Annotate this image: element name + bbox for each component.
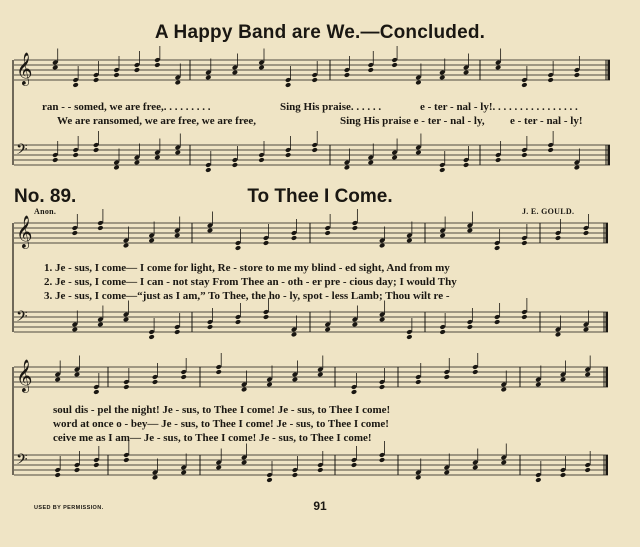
sys3-treble-note bbox=[535, 382, 541, 388]
sys3-bass-final-thick bbox=[606, 455, 609, 475]
sys2-bass-note bbox=[263, 314, 269, 320]
sys1-bass-note bbox=[154, 155, 160, 161]
sys2-bass-note bbox=[174, 329, 180, 335]
hymn-number: No. 89. bbox=[14, 186, 77, 207]
sys1-bass-final-thick bbox=[608, 145, 611, 165]
sys2-bass-note bbox=[521, 314, 527, 320]
sys3-treble-note bbox=[152, 379, 158, 385]
page-number: 91 bbox=[313, 499, 327, 513]
sys1-treble-note bbox=[52, 65, 58, 71]
sys2-treble-note bbox=[148, 238, 154, 244]
sys1-bass-note bbox=[463, 162, 469, 168]
sys2-treble-note bbox=[291, 235, 297, 241]
verse-3: 3. Je - sus, I come—“just as I am,” To Thee, the ho - ly, spot - less Lamb; Thou wilt re - bbox=[44, 290, 450, 302]
sys2-bass-note bbox=[352, 322, 358, 328]
sys2-treble-final-thick bbox=[606, 223, 609, 243]
sys2-bass-clef: 𝄢 bbox=[16, 308, 28, 329]
sys3-bass-clef: 𝄢 bbox=[16, 451, 28, 472]
sys3-treble-note bbox=[379, 384, 385, 390]
music-credit: J. E. GOULD. bbox=[522, 207, 575, 216]
sys1-bass-note bbox=[134, 160, 140, 166]
sys3-bass-note bbox=[501, 460, 507, 466]
sys3-bass-note bbox=[215, 465, 221, 471]
sys2-bass-final-thick bbox=[606, 312, 609, 332]
sys3-bass-note bbox=[266, 477, 272, 483]
sys1-bass-note bbox=[547, 147, 553, 153]
sys1-treble-note bbox=[93, 77, 99, 83]
sys1-treble-note bbox=[415, 80, 421, 86]
lyric-lower-1: We are ransomed, we are free, we are free, bbox=[57, 115, 257, 127]
lyric-lower-3: e - ter - nal - ly! bbox=[510, 115, 583, 127]
sys1-bass-note bbox=[391, 155, 397, 161]
sys1-treble-note bbox=[175, 80, 181, 86]
sys1-bass-note bbox=[205, 167, 211, 173]
sys3-treble-note bbox=[501, 387, 507, 393]
sys2-bass-note bbox=[97, 322, 103, 328]
sys2-treble-note bbox=[123, 243, 129, 249]
sys3-bass-note bbox=[584, 467, 590, 473]
sys3-treble-final-thick bbox=[606, 367, 609, 387]
sys3-bass-note bbox=[351, 462, 357, 468]
sys3-treble-note bbox=[54, 377, 60, 383]
sys2-bass-note bbox=[379, 317, 385, 323]
sys1-bass-note bbox=[258, 157, 264, 163]
sys3-treble-note bbox=[93, 389, 99, 395]
sys1-bass-note bbox=[495, 157, 501, 163]
sys1-treble-note bbox=[495, 65, 501, 71]
sys3-treble-note bbox=[241, 387, 247, 393]
verse-2: 2. Je - sus, I come— I can - not stay From Thee an - oth - er pre - cious day; I would Thy bbox=[44, 276, 457, 288]
sys2-treble-note bbox=[72, 230, 78, 236]
continued-title: A Happy Band are We.—Concluded. bbox=[154, 22, 486, 43]
sys1-treble-clef: 𝄞 bbox=[16, 52, 33, 85]
sys3-bass-note bbox=[93, 462, 99, 468]
sys1-bass-note bbox=[113, 165, 119, 171]
sys3-bass-note bbox=[180, 470, 186, 476]
lyric-upper-1: ran - - somed, we are free,. . . . . . . . . bbox=[42, 101, 211, 113]
sys3-treble-note bbox=[266, 382, 272, 388]
sys1-bass-clef: 𝄢 bbox=[16, 141, 28, 162]
sys2-treble-note bbox=[235, 245, 241, 251]
sys3-bass-note bbox=[444, 470, 450, 476]
refrain-2: word at once o - bey— Je - sus, to Thee I come! Je - sus, to Thee I come! bbox=[53, 418, 389, 430]
sys3-treble-note bbox=[180, 374, 186, 380]
sys1-treble-note bbox=[205, 75, 211, 81]
sys1-treble-note bbox=[72, 82, 78, 88]
sys1-bass-note bbox=[175, 150, 181, 156]
sys1-treble-note bbox=[368, 67, 374, 73]
sys2-treble-note bbox=[379, 243, 385, 249]
sys1-treble-note bbox=[439, 75, 445, 81]
sys1-bass-note bbox=[52, 157, 58, 163]
sys2-treble-note bbox=[352, 225, 358, 231]
sys2-bass-note bbox=[148, 334, 154, 340]
sys1-treble-note bbox=[574, 72, 580, 78]
lyric-upper-3: e - ter - nal - ly!. . . . . . . . . . . . . . . . bbox=[420, 101, 578, 113]
sys3-treble-note bbox=[584, 372, 590, 378]
sys2-treble-clef: 𝄞 bbox=[16, 215, 33, 248]
sys2-treble-note bbox=[555, 235, 561, 241]
sys1-bass-note bbox=[521, 152, 527, 158]
sys1-treble-note bbox=[463, 70, 469, 76]
sys1-bass-note bbox=[415, 150, 421, 156]
sys3-treble-note bbox=[292, 377, 298, 383]
sys2-treble-note bbox=[439, 233, 445, 239]
sys3-treble-note bbox=[74, 372, 80, 378]
sys2-bass-note bbox=[583, 327, 589, 333]
sys3-bass-note bbox=[292, 472, 298, 478]
sys3-treble-note bbox=[215, 369, 221, 375]
sys1-bass-note bbox=[368, 160, 374, 166]
sys1-treble-note bbox=[344, 72, 350, 78]
sys1-treble-final-thick bbox=[608, 60, 611, 80]
sys1-bass-note bbox=[311, 147, 317, 153]
lyric-lower-2: Sing His praise e - ter - nal - ly, bbox=[340, 115, 485, 127]
sys1-bass-note bbox=[285, 152, 291, 158]
hymn-title: To Thee I Come. bbox=[247, 186, 393, 207]
sys3-treble-note bbox=[560, 377, 566, 383]
sys2-bass-note bbox=[467, 324, 473, 330]
sys2-bass-note bbox=[324, 327, 330, 333]
sys3-bass-note bbox=[535, 477, 541, 483]
sys2-treble-note bbox=[467, 228, 473, 234]
sys1-bass-note bbox=[72, 152, 78, 158]
sys1-treble-note bbox=[258, 65, 264, 71]
sys3-bass-note bbox=[152, 475, 158, 481]
sys2-treble-note bbox=[494, 245, 500, 251]
sys2-treble-note bbox=[174, 233, 180, 239]
sys1-bass-note bbox=[439, 167, 445, 173]
sys1-treble-note bbox=[547, 77, 553, 83]
sys3-bass-note bbox=[415, 475, 421, 481]
sys2-treble-note bbox=[207, 228, 213, 234]
lyric-upper-2: Sing His praise. . . . . . bbox=[280, 101, 382, 113]
sys1-treble-note bbox=[113, 72, 119, 78]
sys2-treble-note bbox=[263, 240, 269, 246]
sys2-bass-note bbox=[555, 332, 561, 338]
sys2-treble-note bbox=[583, 230, 589, 236]
sys2-treble-note bbox=[97, 225, 103, 231]
sys1-treble-note bbox=[285, 82, 291, 88]
permission-note: USED BY PERMISSION. bbox=[34, 505, 104, 511]
sys3-treble-note bbox=[351, 389, 357, 395]
sys2-bass-note bbox=[406, 334, 412, 340]
sys2-bass-note bbox=[207, 324, 213, 330]
sys1-bass-note bbox=[93, 147, 99, 153]
sys2-treble-note bbox=[521, 240, 527, 246]
sys1-bass-note bbox=[344, 165, 350, 171]
sys2-bass-note bbox=[439, 329, 445, 335]
sys2-bass-note bbox=[123, 317, 129, 323]
sys1-bass-note bbox=[574, 165, 580, 171]
sys3-bass-note bbox=[123, 457, 129, 463]
sys3-treble-note bbox=[444, 374, 450, 380]
sys3-bass-note bbox=[74, 467, 80, 473]
sys3-treble-note bbox=[472, 369, 478, 375]
refrain-1: soul dis - pel the night! Je - sus, to Thee I come! Je - sus, to Thee I come! bbox=[53, 404, 391, 416]
sys1-treble-note bbox=[311, 77, 317, 83]
sys1-treble-note bbox=[391, 62, 397, 68]
verse-1: 1. Je - sus, I come— I come for light, Re - store to me my blind - ed sight, And from my bbox=[44, 262, 450, 274]
sys2-bass-note bbox=[235, 319, 241, 325]
sys3-treble-note bbox=[317, 372, 323, 378]
sys3-bass-note bbox=[379, 457, 385, 463]
sys1-treble-note bbox=[521, 82, 527, 88]
sys2-treble-note bbox=[324, 230, 330, 236]
sys1-treble-note bbox=[232, 70, 238, 76]
sys3-bass-note bbox=[317, 467, 323, 473]
sys3-bass-note bbox=[241, 460, 247, 466]
sys3-bass-note bbox=[472, 465, 478, 471]
sys1-treble-note bbox=[134, 67, 140, 73]
sys2-bass-note bbox=[494, 319, 500, 325]
sys1-bass-note bbox=[232, 162, 238, 168]
sys3-bass-note bbox=[54, 472, 60, 478]
sys3-treble-note bbox=[415, 379, 421, 385]
sys3-bass-note bbox=[560, 472, 566, 478]
sys2-bass-note bbox=[291, 332, 297, 338]
refrain-3: ceive me as I am— Je - sus, to Thee I come! Je - sus, to Thee I come! bbox=[53, 432, 372, 444]
sys2-treble-note bbox=[406, 238, 412, 244]
sys3-treble-note bbox=[123, 384, 129, 390]
words-credit: Anon. bbox=[34, 207, 57, 216]
sys3-treble-clef: 𝄞 bbox=[16, 359, 33, 392]
sys2-bass-note bbox=[72, 327, 78, 333]
sys1-treble-note bbox=[154, 62, 160, 68]
